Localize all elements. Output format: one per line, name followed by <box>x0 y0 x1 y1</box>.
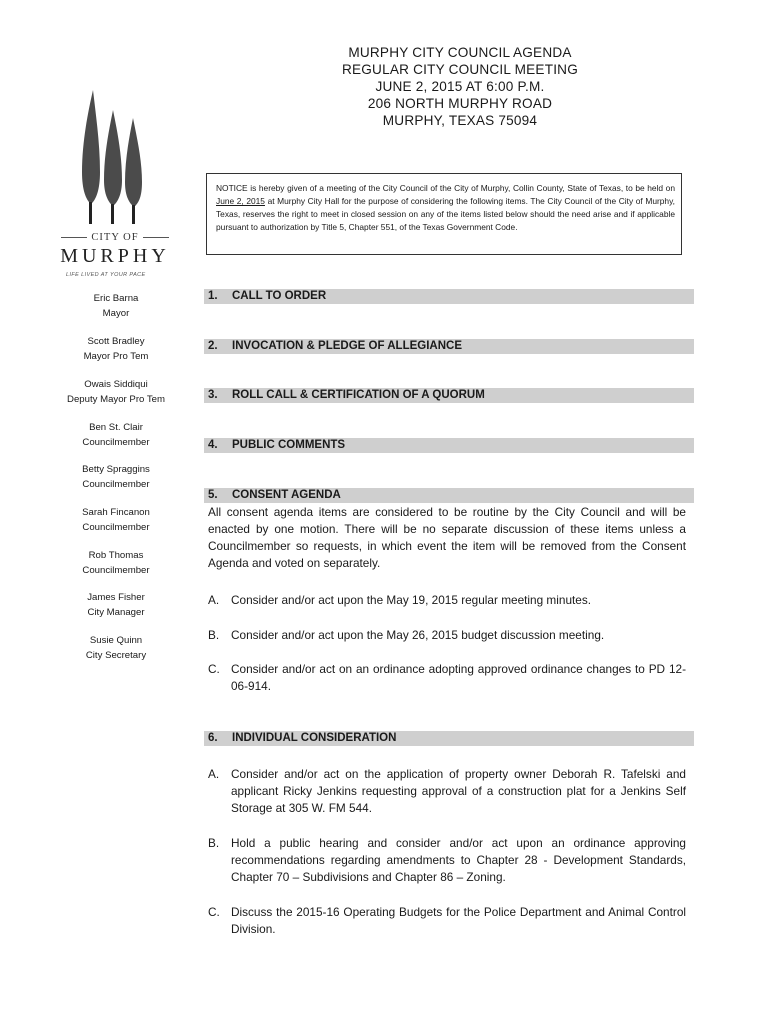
consent-item-a <box>208 592 686 609</box>
official-entry <box>56 292 176 321</box>
item-text: Hold a public hearing and consider and/or act upon an ordinance approving recommendations regarding amendments to Chapter 28 - Development Standards, Chapter 70 – Subdivisions and Chapter 86 – Zoning. <box>231 836 686 884</box>
official-title: Councilmember <box>82 478 150 490</box>
header-title: MURPHY CITY COUNCIL AGENDA <box>348 45 572 60</box>
section-title: CALL TO ORDER <box>232 290 327 302</box>
section-roll-call <box>204 388 694 403</box>
official-name: Rob Thomas <box>88 550 144 561</box>
official-title: Councilmember <box>82 436 150 448</box>
official-name: Sarah Fincanon <box>82 507 150 518</box>
item-text: Consider and/or act upon the May 19, 2015 regular meeting minutes. <box>231 593 592 607</box>
cypress-trees-icon <box>56 82 174 232</box>
item-letter: A. <box>208 767 220 781</box>
section-title: CONSENT AGENDA <box>232 489 341 501</box>
official-title: Councilmember <box>82 521 150 533</box>
official-entry <box>56 549 176 578</box>
official-name: Susie Quinn <box>89 635 143 646</box>
official-entry <box>56 378 176 407</box>
section-number: 3. <box>208 389 218 401</box>
header-city-state: MURPHY, TEXAS 75094 <box>382 113 538 128</box>
section-number: 1. <box>208 290 218 302</box>
section-call-to-order <box>204 289 694 304</box>
consideration-item-b <box>208 835 686 886</box>
notice-text-2: at Murphy City Hall for the purpose of considering the following items. The City Council of the City of Murphy, Texas, reserves the right to meet in closed session on any of the items listed below should the need arise and if applicable pursuant to authorization by Title 5, Chapter 551, of the Texas Government Code. <box>216 196 675 232</box>
header-address: 206 NORTH MURPHY ROAD <box>367 96 553 111</box>
agenda-header <box>250 44 670 129</box>
meeting-notice <box>206 173 682 255</box>
official-entry <box>56 463 176 492</box>
official-title: City Manager <box>87 606 145 618</box>
notice-text-1: NOTICE is hereby given of a meeting of the City Council of the City of Murphy, Collin County, State of Texas, to be held on <box>216 183 675 193</box>
section-invocation <box>204 339 694 354</box>
official-title: City Secretary <box>85 649 147 661</box>
section-public-comments <box>204 438 694 453</box>
official-name: Betty Spraggins <box>82 464 150 475</box>
notice-date: June 2, 2015 <box>216 196 265 206</box>
official-title: Councilmember <box>82 564 150 576</box>
consent-item-c <box>208 661 686 695</box>
item-letter: C. <box>208 662 220 676</box>
section-individual-consideration <box>204 731 694 746</box>
official-entry <box>56 506 176 535</box>
section-title: INDIVIDUAL CONSIDERATION <box>232 732 397 744</box>
section-number: 4. <box>208 439 218 451</box>
official-name: James Fisher <box>87 592 145 603</box>
official-title: Mayor Pro Tem <box>83 350 149 362</box>
item-text: Discuss the 2015-16 Operating Budgets for the Police Department and Animal Control Division. <box>231 905 686 936</box>
official-entry <box>56 335 176 364</box>
official-title: Deputy Mayor Pro Tem <box>67 393 165 405</box>
logo-murphy: MURPHY <box>60 245 170 267</box>
official-name: Ben St. Clair <box>89 422 143 433</box>
official-name: Scott Bradley <box>87 336 145 347</box>
city-logo <box>56 82 174 282</box>
section-number: 2. <box>208 340 218 352</box>
item-letter: B. <box>208 836 220 850</box>
consent-agenda-intro: All consent agenda items are considered to be routine by the City Council and will be enacted by one motion. There will be no separate discussion of these items unless a Councilmember so requests, in which event the item will be removed from the Consent Agenda and voted on separately. <box>208 505 686 570</box>
header-meeting-type: REGULAR CITY COUNCIL MEETING <box>342 62 578 77</box>
section-title: INVOCATION & PLEDGE OF ALLEGIANCE <box>232 340 463 352</box>
official-entry <box>56 421 176 450</box>
section-consent-agenda <box>204 488 694 503</box>
section-number: 6. <box>208 732 218 744</box>
item-text: Consider and/or act on the application of property owner Deborah R. Tafelski and applicant Ricky Jenkins requesting approval of a construction plat for a Jenkins Self Storage at 305 W. FM 544. <box>231 767 686 815</box>
item-text: Consider and/or act on an ordinance adopting approved ordinance changes to PD 12-06-914. <box>231 662 686 693</box>
consideration-item-c <box>208 904 686 938</box>
official-name: Eric Barna <box>93 293 139 304</box>
official-name: Owais Siddiqui <box>84 379 148 390</box>
section-number: 5. <box>208 489 218 501</box>
official-title: Mayor <box>102 307 130 319</box>
logo-tagline: LIFE LIVED AT YOUR PACE <box>66 272 146 278</box>
section-title: PUBLIC COMMENTS <box>232 439 346 451</box>
logo-city-of: CITY OF <box>56 232 174 243</box>
official-entry <box>56 591 176 620</box>
item-letter: B. <box>208 628 220 642</box>
consideration-item-a <box>208 766 686 817</box>
official-entry <box>56 634 176 663</box>
item-letter: A. <box>208 593 220 607</box>
section-title: ROLL CALL & CERTIFICATION OF A QUORUM <box>232 389 485 401</box>
header-date-time: JUNE 2, 2015 AT 6:00 P.M. <box>375 79 545 94</box>
consent-item-b <box>208 627 686 644</box>
item-letter: C. <box>208 905 220 919</box>
item-text: Consider and/or act upon the May 26, 2015 budget discussion meeting. <box>231 628 605 642</box>
